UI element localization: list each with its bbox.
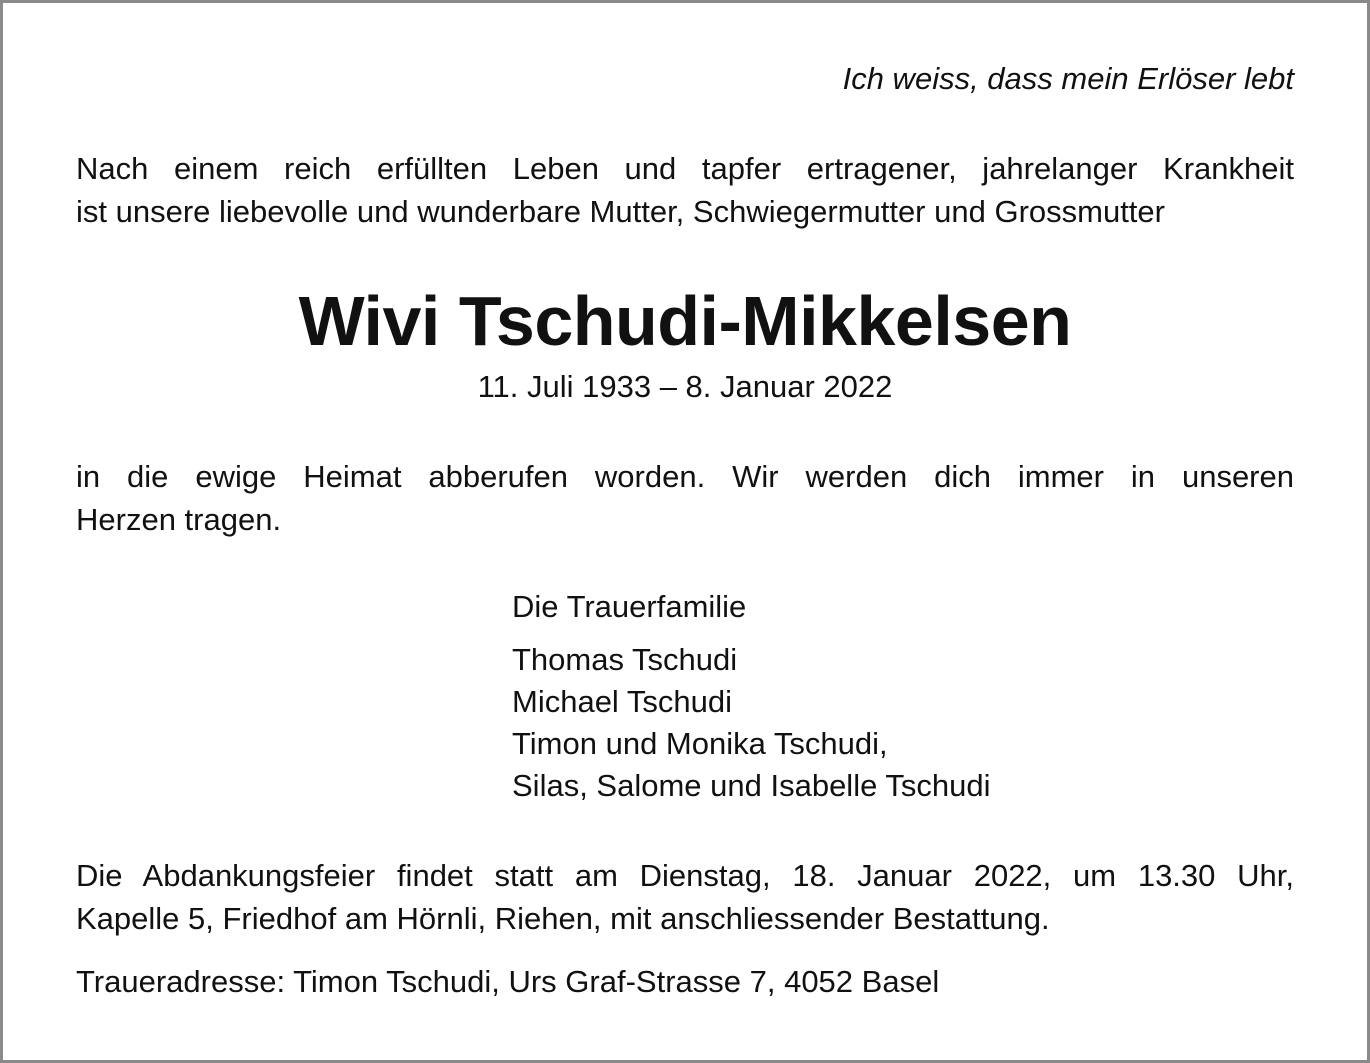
intro-paragraph: [76, 147, 1294, 233]
intro-line-2: ist unsere liebevolle und wunderbare Mutter, Schwiegermutter und Grossmutter: [76, 194, 1165, 229]
motto-quote: Ich weiss, dass mein Erlöser lebt: [842, 61, 1294, 96]
family-heading: Die Trauerfamilie: [512, 589, 747, 624]
called-home-line-2: Herzen tragen.: [76, 502, 282, 537]
intro-line-1: Nach einem reich erfüllten Leben und tapfer ertragener, jahrelanger Krankheit: [76, 151, 1294, 186]
deceased-name: Wivi Tschudi-Mikkelsen: [298, 282, 1072, 360]
family-member: Timon und Monika Tschudi,: [512, 726, 888, 761]
family-member: Michael Tschudi: [512, 684, 732, 719]
ceremony-line-1: Die Abdankungsfeier findet statt am Dienstag, 18. Januar 2022, um 13.30 Uhr,: [76, 858, 1294, 893]
ceremony-line-2: Kapelle 5, Friedhof am Hörnli, Riehen, mit anschliessender Bestattung.: [76, 901, 1050, 936]
mourning-address: Traueradresse: Timon Tschudi, Urs Graf-Strasse 7, 4052 Basel: [76, 964, 940, 999]
called-home-line-1: in die ewige Heimat abberufen worden. Wir werden dich immer in unseren: [76, 459, 1294, 494]
family-member: Thomas Tschudi: [512, 642, 738, 677]
life-dates: 11. Juli 1933 – 8. Januar 2022: [477, 369, 893, 404]
ceremony-paragraph: [76, 854, 1294, 940]
mourning-family: [512, 586, 991, 807]
family-member: Silas, Salome und Isabelle Tschudi: [512, 768, 991, 803]
called-home-paragraph: [76, 455, 1294, 541]
